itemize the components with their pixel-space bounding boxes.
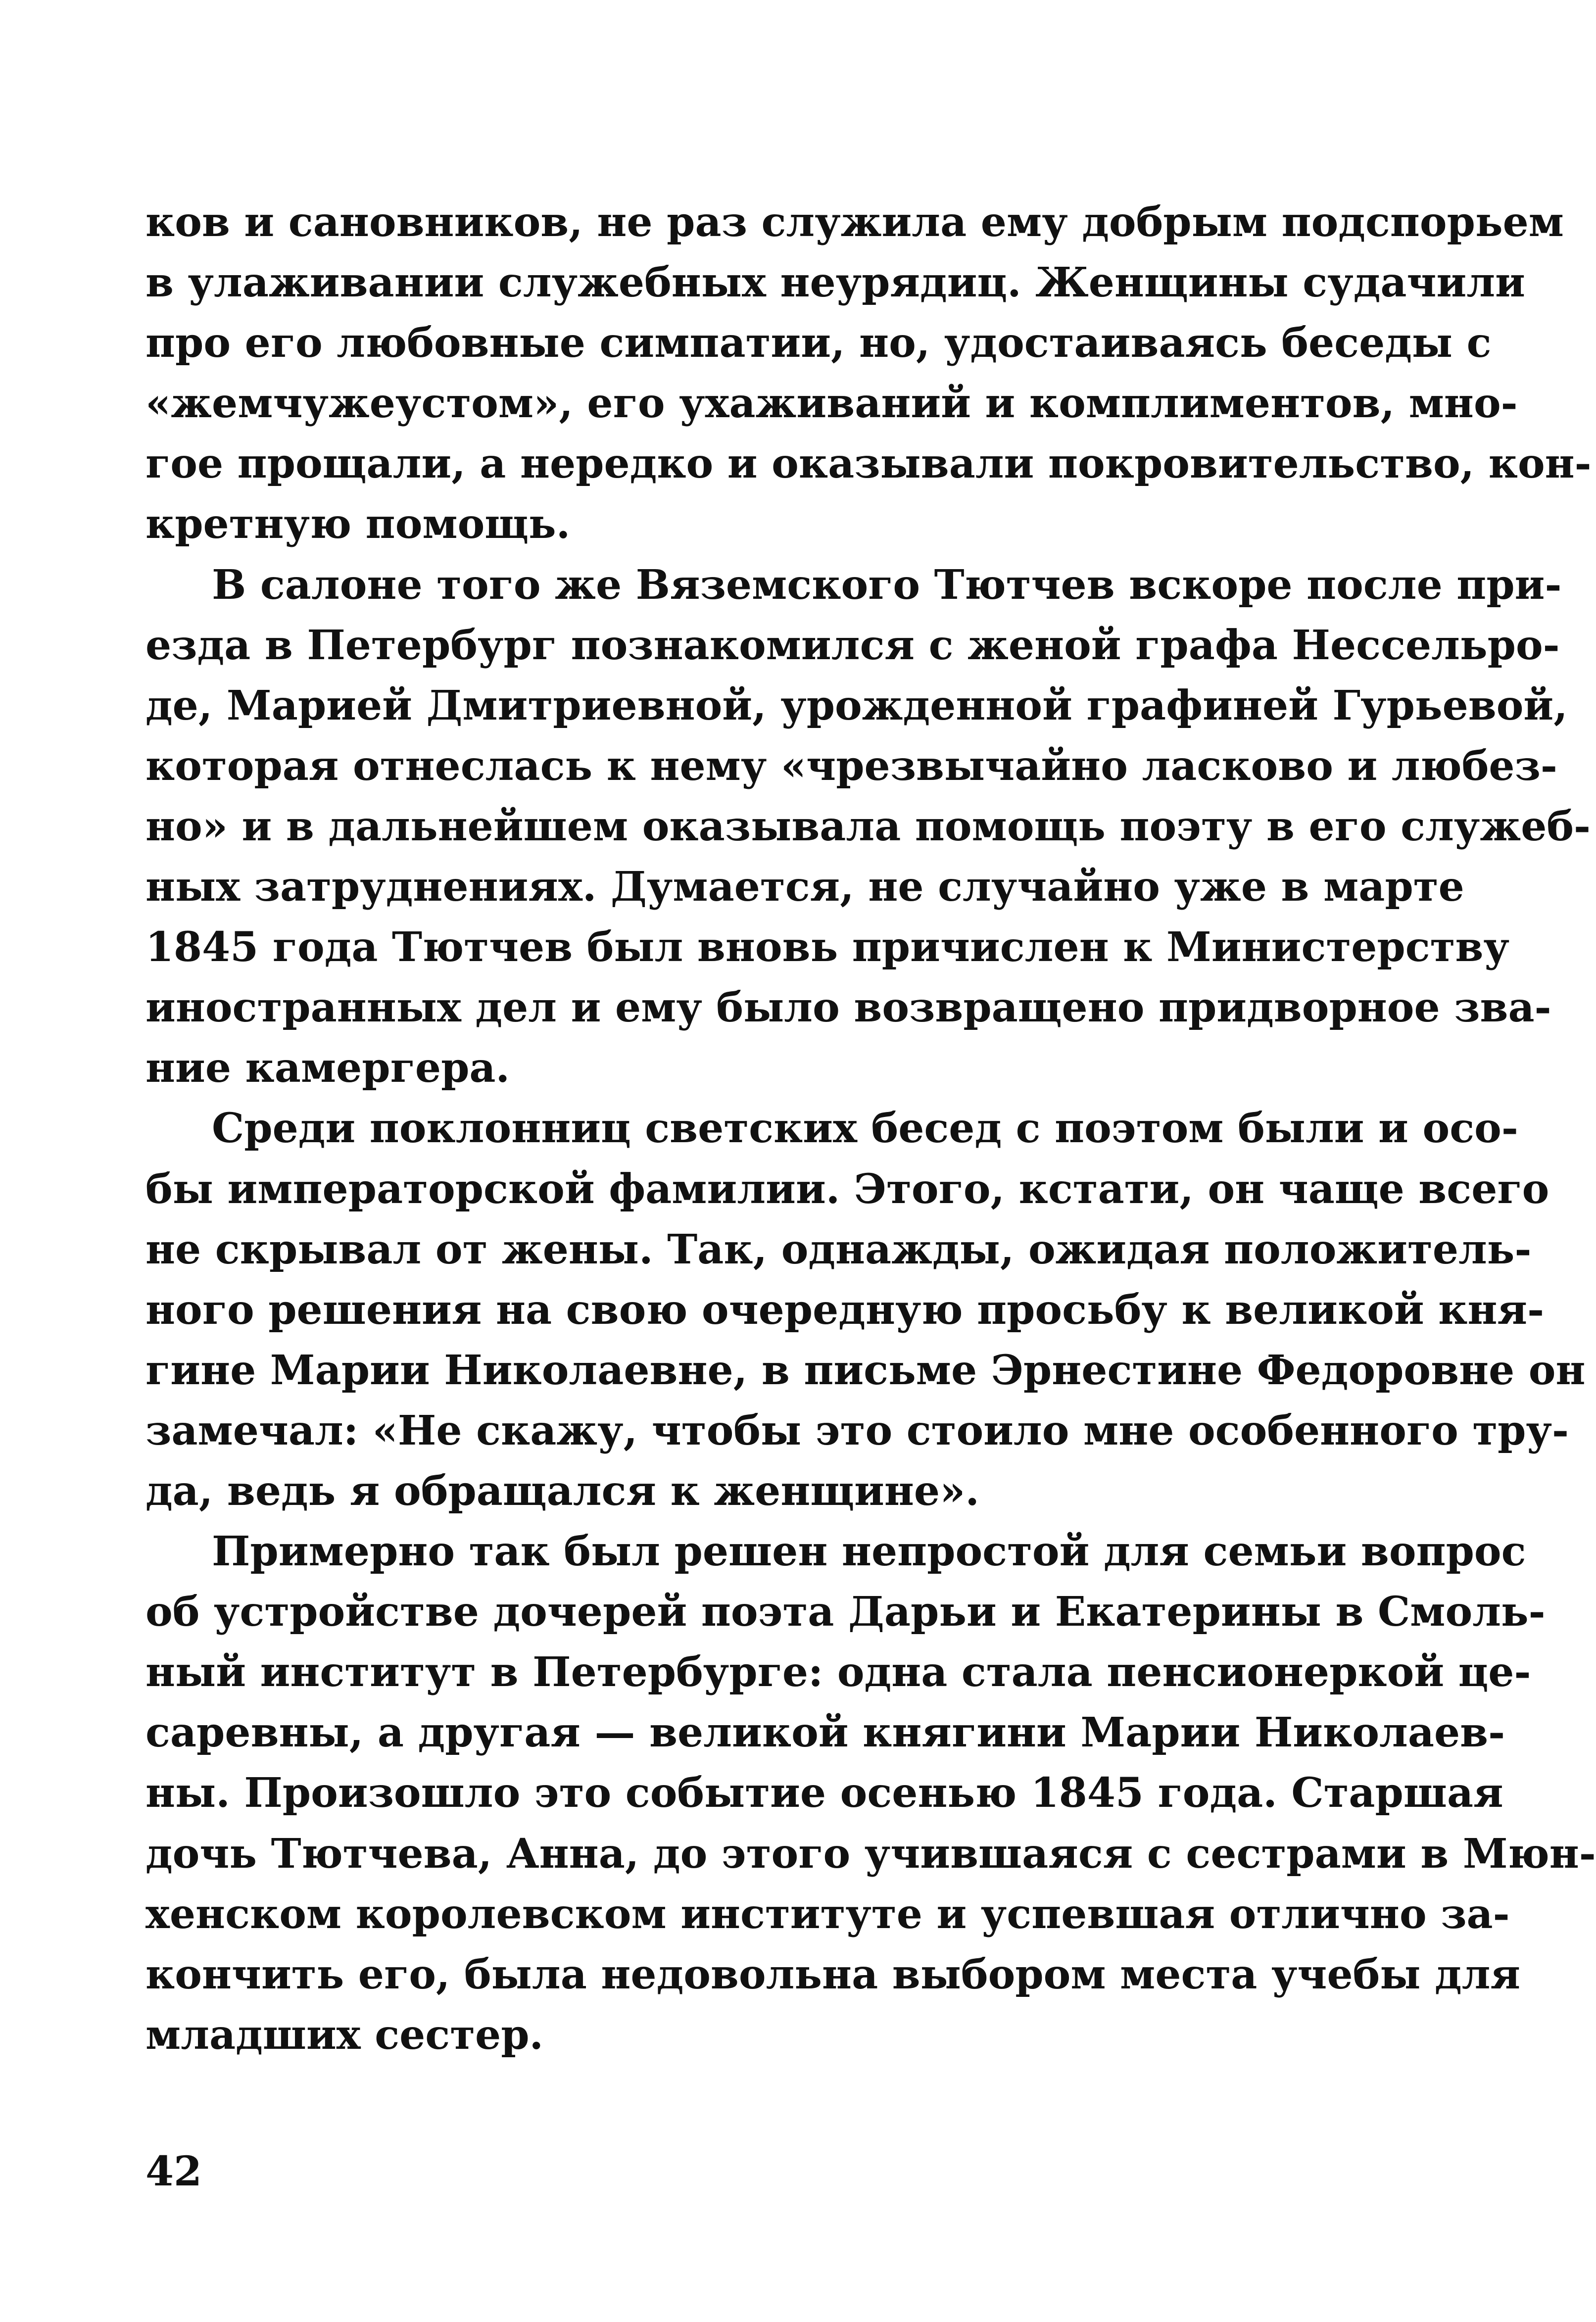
text-line: в улаживании служебных неурядиц. Женщины судачили (145, 259, 1525, 307)
text-line: езда в Петербург познакомился с женой графа Нессельро- (145, 621, 1560, 669)
text-line: де, Марией Дмитриевной, урожденной графиней Гурьевой, (145, 681, 1568, 729)
text-line: ного решения на свою очередную просьбу к великой кня- (145, 1286, 1545, 1334)
text-line: замечал: «Не скажу, чтобы это стоило мне особенного тру- (145, 1406, 1569, 1454)
text-line: про его любовные симпатии, но, удостаиваясь беседы с (145, 319, 1492, 367)
text-line: кончить его, была недовольна выбором места учебы для (145, 1950, 1521, 1998)
text-line: иностранных дел и ему было возвращено придворное зва- (145, 984, 1551, 1032)
text-line: Примерно так был решен непростой для семьи вопрос (212, 1528, 1526, 1576)
text-line: 1845 года Тютчев был вновь причислен к Министерству (145, 923, 1509, 971)
text-line: ков и сановников, не раз служила ему добрым подспорьем (145, 198, 1564, 246)
text-line: бы императорской фамилии. Этого, кстати, он чаще всего (145, 1165, 1549, 1213)
text-line: не скрывал от жены. Так, однажды, ожидая положитель- (145, 1225, 1532, 1273)
text-line: которая отнеслась к нему «чрезвычайно ласково и любез- (145, 742, 1557, 790)
text-line: гине Марии Николаевне, в письме Эрнестине Федоровне он (145, 1346, 1586, 1394)
text-line: ние камергера. (145, 1044, 510, 1092)
text-line: но» и в дальнейшем оказывала помощь поэту в его служеб- (145, 802, 1591, 850)
text-line: саревны, а другая — великой княгини Марии Николаев- (145, 1709, 1505, 1757)
body-text (145, 192, 1596, 2065)
text-line: ны. Произошло это событие осенью 1845 года. Старшая (145, 1769, 1503, 1817)
text-line: об устройстве дочерей поэта Дарьи и Екатерины в Смоль- (145, 1588, 1546, 1636)
text-line: «жемчужеустом», его ухаживаний и комплиментов, мно- (145, 380, 1518, 428)
text-line: дочь Тютчева, Анна, до этого учившаяся с сестрами в Мюн- (145, 1830, 1596, 1878)
text-line: Среди поклонниц светских бесед с поэтом были и осо- (212, 1105, 1518, 1153)
page-number: 42 (145, 2148, 202, 2195)
text-line: хенском королевском институте и успевшая отлично за- (145, 1890, 1510, 1938)
text-line: младших сестер. (145, 2011, 544, 2059)
text-line: гое прощали, а нередко и оказывали покровительство, кон- (145, 440, 1592, 488)
text-line: да, ведь я обращался к женщине». (145, 1467, 979, 1515)
text-line: ных затруднениях. Думается, не случайно уже в марте (145, 863, 1464, 911)
text-line: ный институт в Петербурге: одна стала пенсионеркой це- (145, 1648, 1531, 1696)
text-line: кретную помощь. (145, 500, 571, 548)
text-line: В салоне того же Вяземского Тютчев вскоре после при- (212, 561, 1562, 609)
